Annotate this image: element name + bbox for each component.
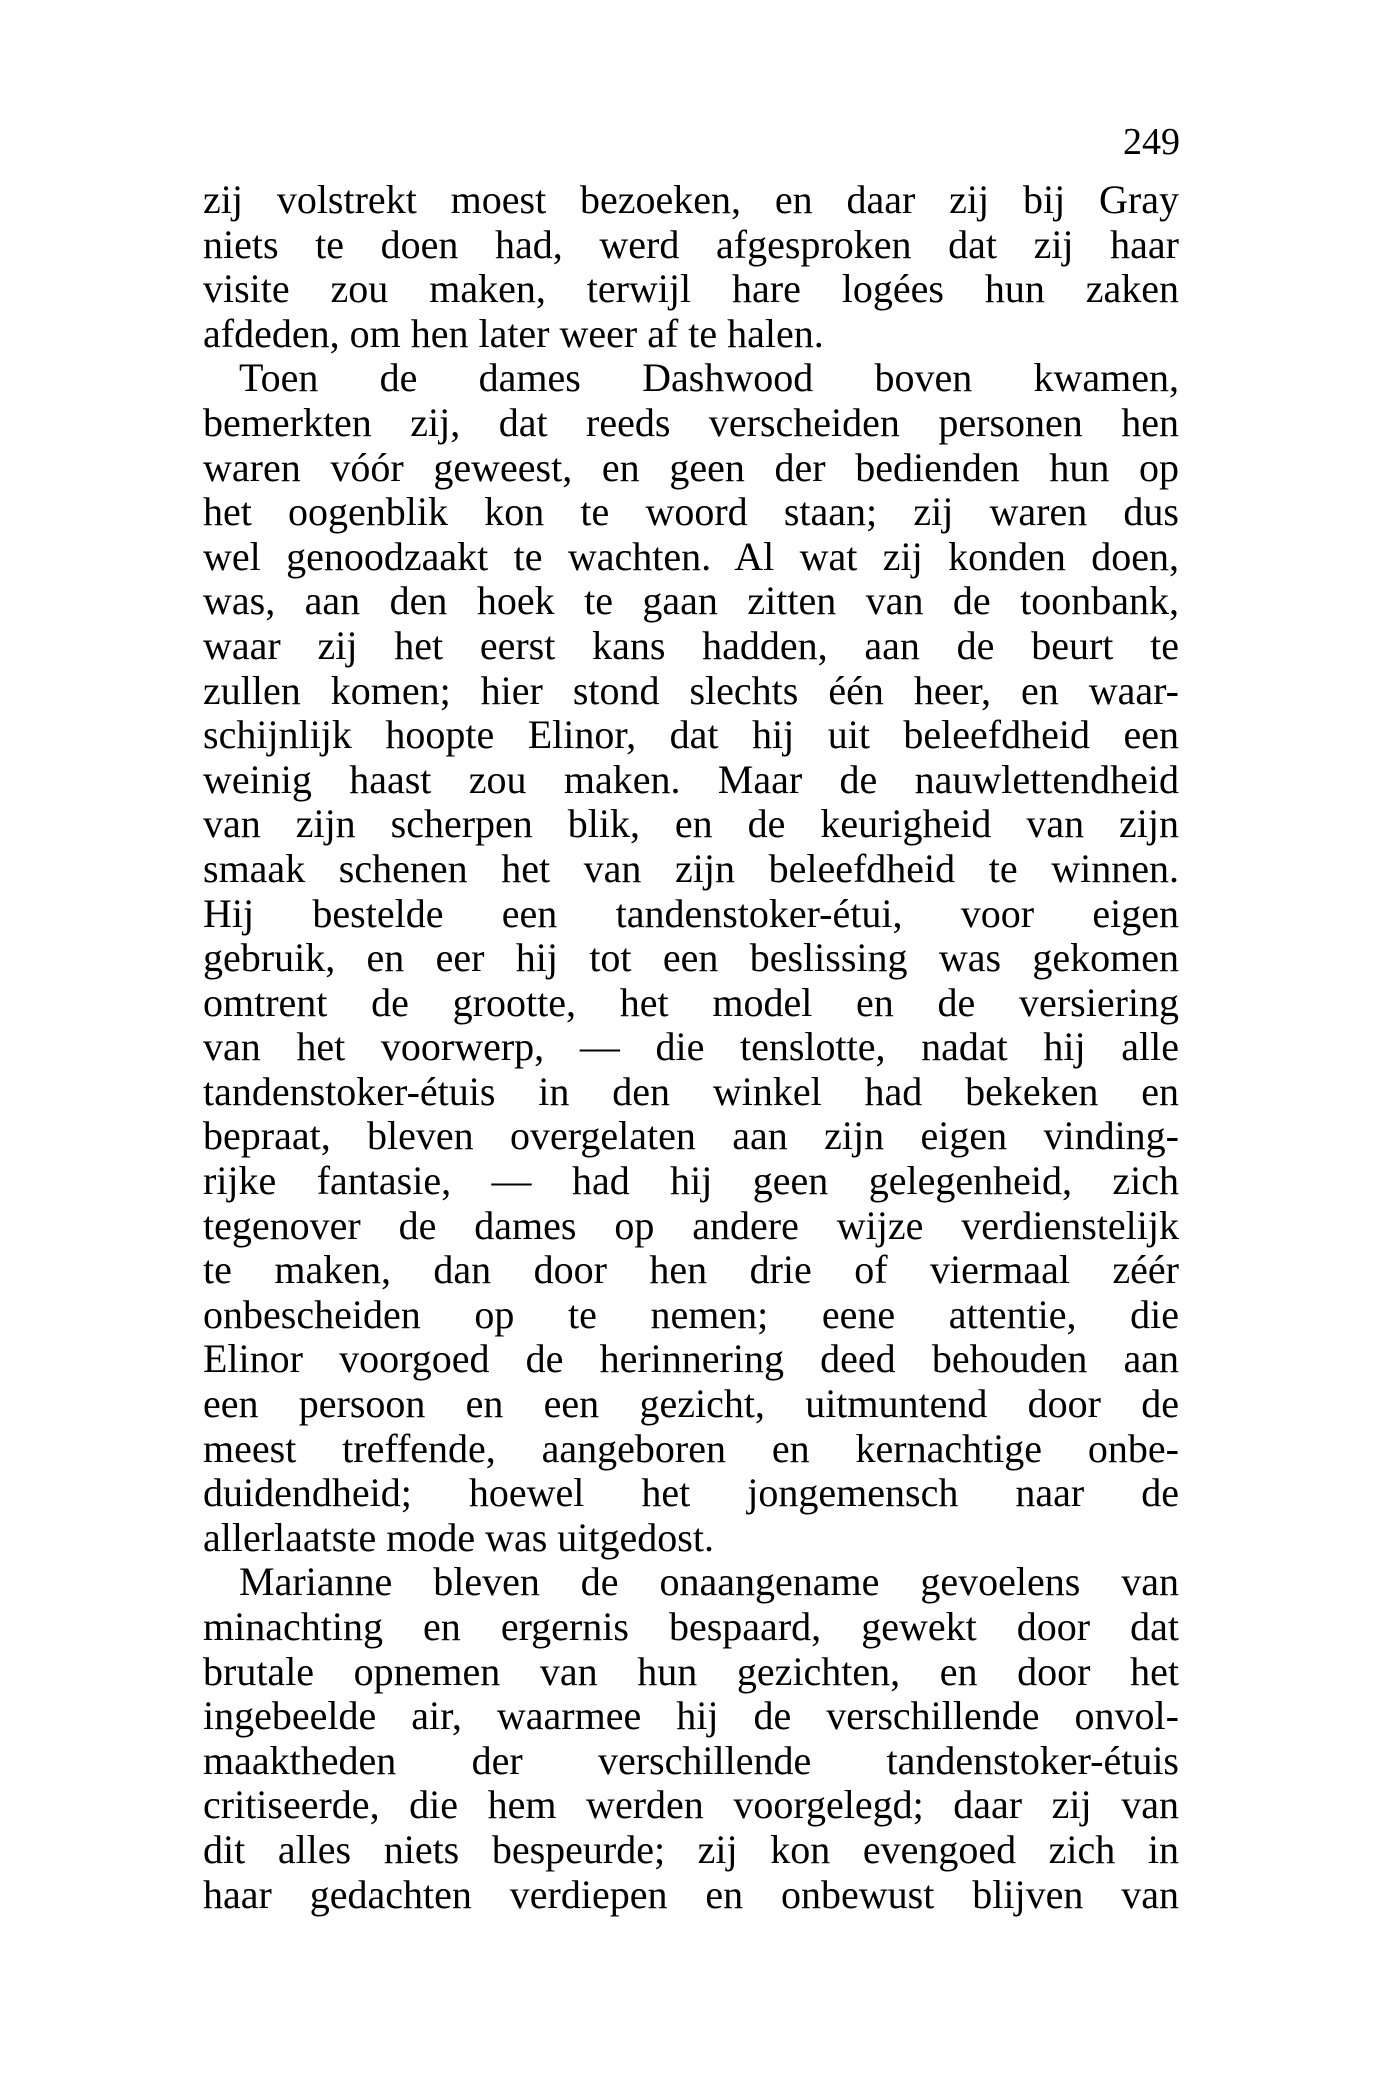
text-line: minachting en ergernis bespaard, gewekt door dat <box>203 1604 1179 1649</box>
text-line: bepraat, bleven overgelaten aan zijn eigen vinding- <box>203 1113 1179 1159</box>
text-line: zij volstrekt moest bezoeken, en daar zij bij Gray <box>203 177 1179 222</box>
text-line: tegenover de dames op andere wijze verdienstelijk <box>203 1202 1179 1248</box>
text-line: een persoon en een gezicht, uitmuntend door de <box>203 1381 1179 1427</box>
text-line: van het voorwerp, — die tenslotte, nadat hij alle <box>203 1024 1179 1070</box>
text-line: visite zou maken, terwijl hare logées hun zaken <box>203 266 1179 312</box>
text-line: bemerkten zij, dat reeds verscheiden personen hen <box>203 399 1179 445</box>
text-line: wel genoodzaakt te wachten. Al wat zij konden doen, <box>203 533 1179 579</box>
text-line: weinig haast zou maken. Maar de nauwlettendheid <box>203 756 1179 802</box>
text-line: het oogenblik kon te woord staan; zij waren dus <box>203 489 1179 535</box>
text-line: Toen de dames Dashwood boven kwamen, <box>239 355 1179 401</box>
text-line: meest treffende, aangeboren en kernachtige onbe- <box>203 1425 1179 1471</box>
text-line: critiseerde, die hem werden voorgelegd; daar zij van <box>203 1782 1179 1828</box>
text-line: te maken, dan door hen drie of viermaal zéér <box>203 1247 1179 1293</box>
text-line: brutale opnemen van hun gezichten, en door het <box>203 1648 1179 1694</box>
text-line: Marianne bleven de onaangename gevoelens van <box>239 1559 1179 1605</box>
text-line: haar gedachten verdiepen en onbewust blijven van <box>203 1871 1179 1917</box>
text-line: niets te doen had, werd afgesproken dat zij haar <box>203 221 1179 267</box>
text-line: duidendheid; hoewel het jongemensch naar de <box>203 1470 1179 1516</box>
text-line: allerlaatste mode was uitgedost. <box>203 1514 714 1560</box>
text-line: zullen komen; hier stond slechts één heer, en waar- <box>203 667 1179 713</box>
text-line: Hij bestelde een tandenstoker-étui, voor eigen <box>203 890 1179 936</box>
text-line: was, aan den hoek te gaan zitten van de toonbank, <box>203 578 1179 624</box>
text-line: gebruik, en eer hij tot een beslissing was gekomen <box>203 935 1179 981</box>
text-line: rijke fantasie, — had hij geen gelegenheid, zich <box>203 1158 1179 1204</box>
text-line: tandenstoker-étuis in den winkel had bekeken en <box>203 1068 1179 1114</box>
text-line: van zijn scherpen blik, en de keurigheid van zijn <box>203 801 1179 847</box>
text-line: afdeden, om hen later weer af te halen. <box>203 310 824 356</box>
text-line: waar zij het eerst kans hadden, aan de beurt te <box>203 622 1179 668</box>
body-text <box>203 178 1179 1917</box>
text-line: schijnlijk hoopte Elinor, dat hij uit beleefdheid een <box>203 712 1179 758</box>
text-line: onbescheiden op te nemen; eene attentie, die <box>203 1291 1179 1337</box>
text-line: dit alles niets bespeurde; zij kon evengoed zich in <box>203 1826 1179 1872</box>
text-line: omtrent de grootte, het model en de versiering <box>203 979 1179 1025</box>
page-number: 249 <box>1123 121 1180 163</box>
text-line: ingebeelde air, waarmee hij de verschillende onvol- <box>203 1693 1179 1739</box>
text-line: waren vóór geweest, en geen der bedienden hun op <box>203 444 1179 490</box>
text-line: Elinor voorgoed de herinnering deed behouden aan <box>203 1336 1179 1382</box>
text-line: smaak schenen het van zijn beleefdheid te winnen. <box>203 845 1179 891</box>
text-line: maaktheden der verschillende tandenstoker-étuis <box>203 1737 1179 1783</box>
